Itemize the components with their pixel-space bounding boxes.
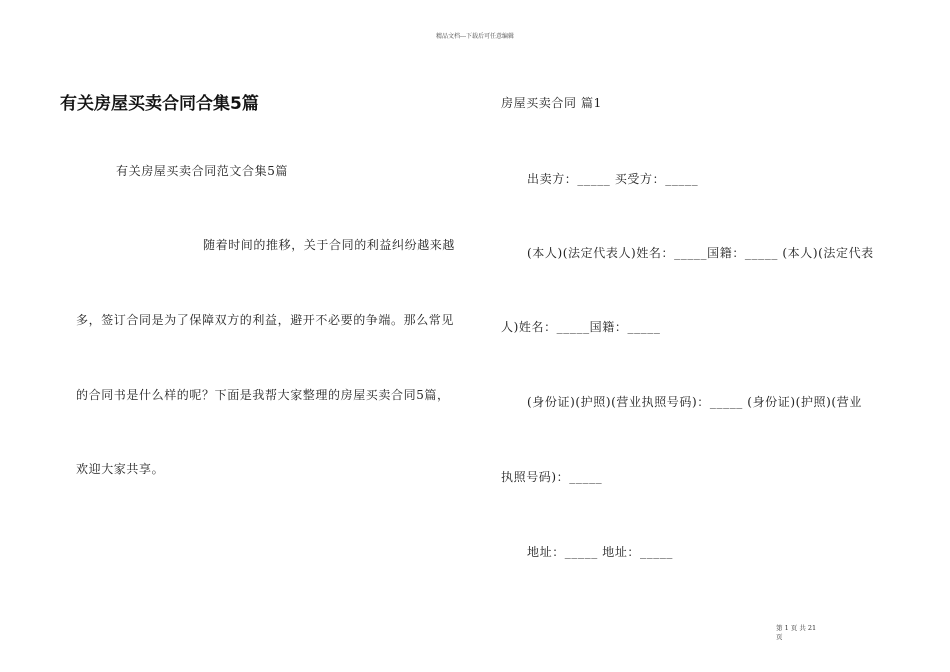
paragraph-line-3: 的合同书是什么样的呢？下面是我帮大家整理的房屋买卖合同5篇， [76, 388, 450, 402]
contract-line-id-cont: 执照号码)：_____ [501, 470, 603, 484]
document-title: 有关房屋买卖合同合集5篇 [60, 94, 259, 114]
contract-line-id: (身份证)(护照)(营业执照号码)：_____ (身份证)(护照)(营业 [527, 395, 862, 409]
contract-line-name-nationality: (本人)(法定代表人)姓名：_____国籍：_____ (本人)(法定代表 [527, 246, 874, 260]
paragraph-line-2: 多，签订合同是为了保障双方的利益，避开不必要的争端。那么常见 [76, 313, 455, 327]
paragraph-line-4: 欢迎大家共享。 [76, 462, 165, 476]
page-number-line-1: 第 1 页 共 21 [776, 624, 817, 632]
page-number-line-2: 页 [776, 633, 783, 641]
page-header-note: 精品文档---下载后可任意编辑 [435, 33, 515, 40]
paragraph-line-1: 随着时间的推移，关于合同的利益纠纷越来越 [203, 238, 456, 252]
contract-line-name-nationality-cont: 人)姓名：_____国籍：_____ [501, 320, 661, 334]
contract-line-address: 地址：_____ 地址：_____ [527, 545, 674, 559]
document-subtitle: 有关房屋买卖合同范文合集5篇 [116, 164, 289, 178]
contract-heading: 房屋买卖合同 篇1 [501, 96, 602, 110]
contract-line-parties: 出卖方：_____ 买受方：_____ [527, 172, 699, 186]
page-footer [776, 624, 816, 642]
